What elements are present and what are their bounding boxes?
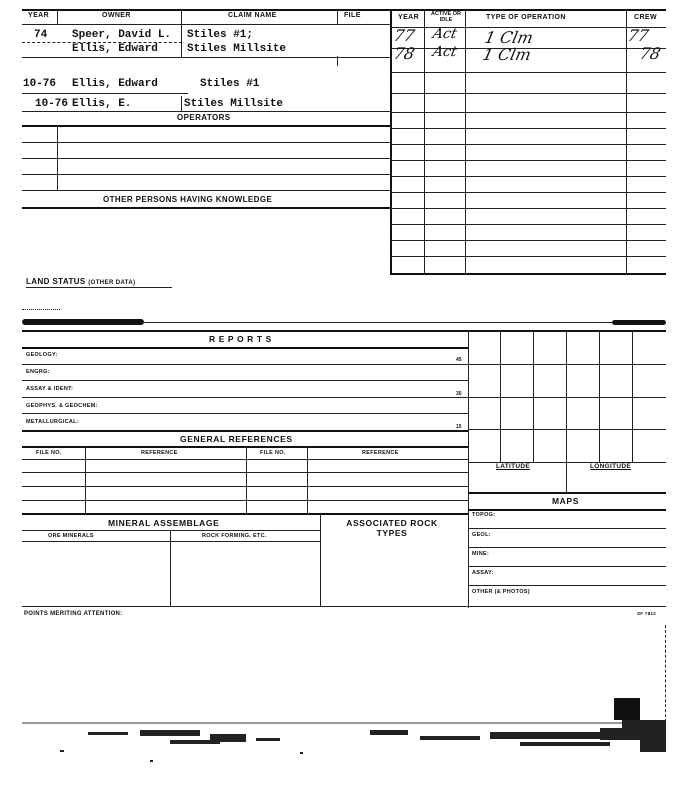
mineral-assemblage-title: MINERAL ASSEMBLAGE xyxy=(108,518,220,528)
report-assay: ASSAY & IDENT: xyxy=(26,386,74,392)
claim-row-4-year: 10-76 xyxy=(35,98,69,110)
ref-header-reference-1: REFERENCE xyxy=(141,450,178,456)
ref-header-file-2: FILE NO. xyxy=(260,450,286,456)
ref-header-reference-2: REFERENCE xyxy=(362,450,399,456)
map-assay: ASSAY: xyxy=(472,570,494,576)
op-row-2-crew: 78 xyxy=(637,44,663,63)
op-row-1-type: 1 Clm xyxy=(482,28,535,47)
report-geology-num: 45 xyxy=(456,357,462,363)
report-metallurgical: METALLURGICAL: xyxy=(26,419,79,425)
op-row-1-crew: 77 xyxy=(625,26,651,45)
claim-row-4-owner: Ellis, E. xyxy=(72,98,132,110)
map-mine: MINE: xyxy=(472,551,490,557)
claim-row-1-year: 74 xyxy=(34,29,48,41)
rock-forming-header: ROCK FORMING, ETC. xyxy=(202,533,267,539)
report-engrg: ENGRG: xyxy=(26,369,50,375)
land-status-title: LAND STATUS xyxy=(26,277,86,286)
claim-row-4-claim: Stiles Millsite xyxy=(184,98,284,110)
op-row-2-year: 78 xyxy=(391,44,417,63)
claim-row-3-year: 10-76 xyxy=(23,78,57,90)
maps-title: MAPS xyxy=(552,496,579,506)
scan-speckle xyxy=(60,720,666,762)
op-row-1-status: Act xyxy=(431,26,459,42)
op-header-type: TYPE OF OPERATION xyxy=(486,14,566,21)
claim-row-2-claim: Stiles Millsite xyxy=(187,43,287,55)
form-code: SF 7812 xyxy=(637,611,657,616)
claim-row-3-owner: Ellis, Edward xyxy=(72,78,158,90)
associated-rock-types-title: ASSOCIATED ROCK TYPES xyxy=(346,518,438,538)
header-file: FILE xyxy=(344,12,361,19)
ref-header-file-1: FILE NO. xyxy=(36,450,62,456)
claim-row-1-claim: Stiles #1; xyxy=(187,29,254,41)
operators-title: OPERATORS xyxy=(177,113,231,122)
general-references-title: GENERAL REFERENCES xyxy=(180,434,293,444)
op-header-crew: CREW xyxy=(634,14,657,21)
claim-row-2-owner: Ellis, Edward xyxy=(72,43,158,55)
other-persons-title: OTHER PERSONS HAVING KNOWLEDGE xyxy=(103,195,273,204)
report-geophys: GEOPHYS. & GEOCHEM: xyxy=(26,403,98,409)
op-row-2-type: 1 Clm xyxy=(480,45,533,64)
longitude-label: LONGITUDE xyxy=(590,463,631,470)
header-owner: OWNER xyxy=(102,12,131,19)
map-geol: GEOL: xyxy=(472,532,491,538)
report-metallurgical-num: 15 xyxy=(456,424,462,430)
header-year: YEAR xyxy=(28,12,50,19)
scan-artifact-block xyxy=(614,698,640,720)
ore-minerals-header: ORE MINERALS xyxy=(48,533,94,539)
latitude-label: LATITUDE xyxy=(496,463,531,470)
header-claim-name: CLAIM NAME xyxy=(228,12,277,19)
op-header-year: YEAR xyxy=(398,14,420,21)
scan-noise xyxy=(0,690,678,806)
op-row-2-status: Act xyxy=(431,44,459,60)
land-status-subtitle: (OTHER DATA) xyxy=(88,280,136,286)
reports-title: R E P O R T S xyxy=(209,334,272,344)
op-row-1-year: 77 xyxy=(391,26,417,45)
toner-smear xyxy=(22,319,144,325)
report-assay-num: 30 xyxy=(456,391,462,397)
map-other-photos: OTHER (& PHOTOS) xyxy=(472,589,530,595)
points-meriting-title: POINTS MERITING ATTENTION: xyxy=(24,611,123,617)
claim-row-1-owner: Speer, David L. xyxy=(72,29,172,41)
claim-row-3-claim: Stiles #1 xyxy=(200,78,260,90)
report-geology: GEOLOGY: xyxy=(26,352,58,358)
map-topog: TOPOG: xyxy=(472,512,496,518)
toner-smear-right xyxy=(612,320,666,325)
op-header-active-idle: ACTIVE OR IDLE xyxy=(431,11,461,23)
